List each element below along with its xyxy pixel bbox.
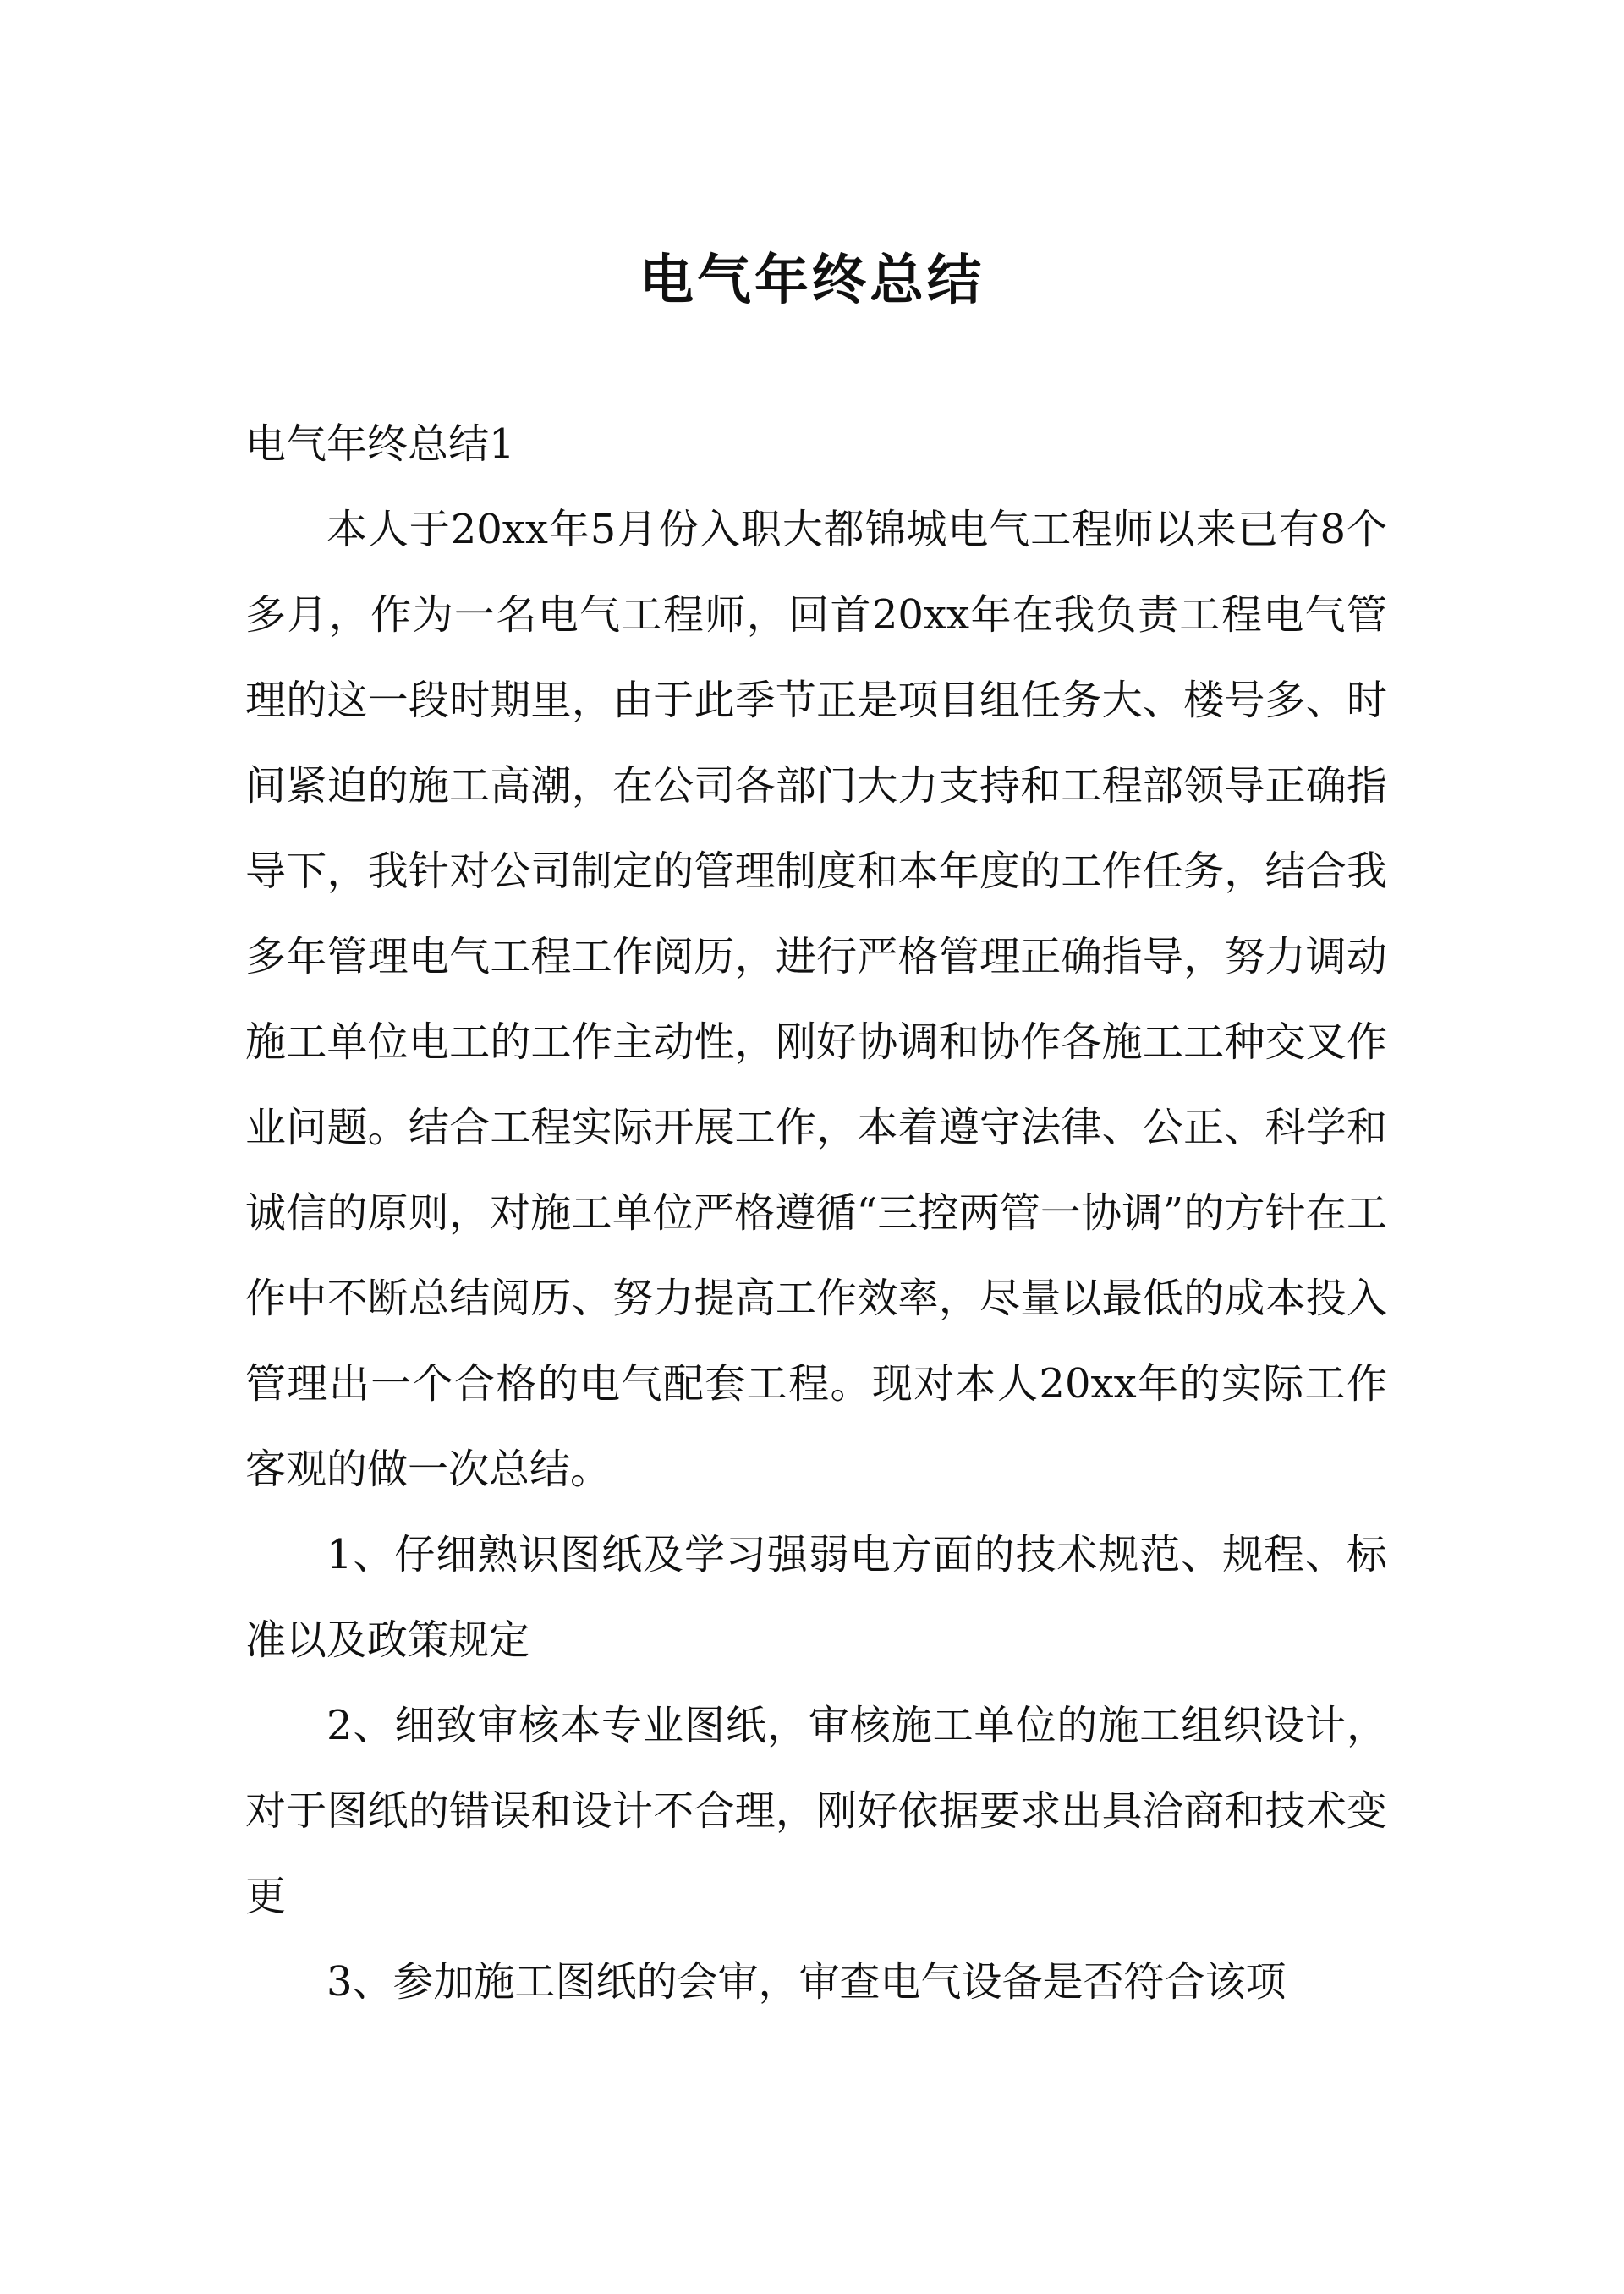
section-heading: 电气年终总结1 [245,420,515,468]
paragraph-item-1: 1、仔细熟识图纸及学习强弱电方面的技术规范、规程、标准以及政策规定 [245,1531,1387,1664]
paragraph-item-3: 3、参加施工图纸的会审，审查电气设备是否符合该项 [326,1958,1287,2006]
document-body [245,402,1387,2025]
paragraph-intro: 本人于20xx年5月份入职大都锦城电气工程师以来已有8个多月，作为一名电气工程师，回首20xx年在我负责工程电气管理的这一段时期里，由于此季节正是项目组任务大、楼号多、时间紧迫的施工高潮，在公司各部门大力支持和工程部领导正确指导下，我针对公司制定的管理制度和本年度的工作任务，结合我多年管理电气工程工作阅历，进行严格管理正确指导，努力调动施工单位电工的工作主动性，刚好协调和协作各施工工种交叉作业问题。结合工程实际开展工作，本着遵守法律、公正、科学和诚信的原则，对施工单位严格遵循“三控两管一协调”的方针在工作中不断总结阅历、努力提高工作效率，尽量以最低的成本投入管理出一个合格的电气配套工程。现对本人20xx年的实际工作客观的做一次总结。 [245,506,1387,1493]
document-title: 电气年终总结 [639,249,985,312]
paragraph-item-2: 2、细致审核本专业图纸，审核施工单位的施工组织设计，对于图纸的错误和设计不合理，刚好依据要求出具洽商和技术变更 [245,1702,1387,1920]
